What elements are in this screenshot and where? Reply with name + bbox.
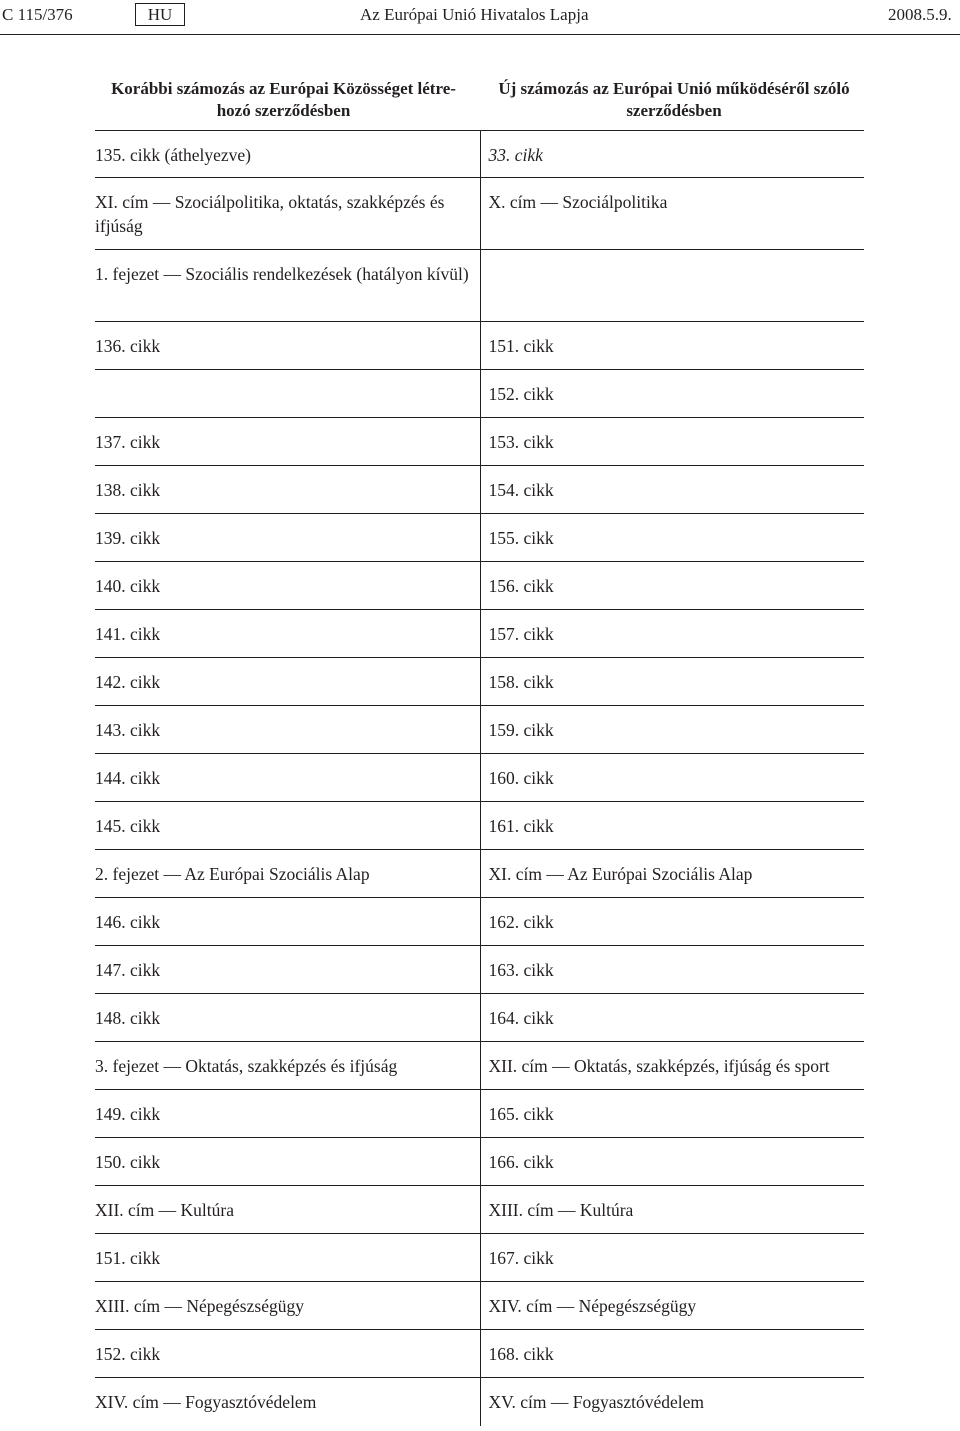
new-numbering-cell: XII. cím — Oktatás, szakképzés, ifjúság és sport <box>480 1042 864 1090</box>
old-numbering-cell: 146. cikk <box>95 898 480 946</box>
page-header <box>0 0 960 34</box>
table-row <box>95 994 864 1042</box>
table-row <box>95 610 864 658</box>
table-row <box>95 754 864 802</box>
table-row <box>95 178 864 250</box>
table-row <box>95 514 864 562</box>
new-numbering-cell: 165. cikk <box>480 1090 864 1138</box>
new-numbering-cell: 152. cikk <box>480 370 864 418</box>
old-numbering-cell <box>95 370 480 418</box>
column-header-old-numbering: Korábbi számozás az Európai Közösséget létre-hozó szerződésben <box>95 60 480 131</box>
language-badge: HU <box>135 3 185 26</box>
table-row <box>95 1090 864 1138</box>
new-numbering-cell: 158. cikk <box>480 658 864 706</box>
new-numbering-cell: XIII. cím — Kultúra <box>480 1186 864 1234</box>
old-numbering-cell: 148. cikk <box>95 994 480 1042</box>
concordance-table <box>95 60 864 1426</box>
table-row <box>95 1042 864 1090</box>
old-numbering-cell: 1. fejezet — Szociális rendelkezések (hatályon kívül) <box>95 250 480 322</box>
new-numbering-cell: 154. cikk <box>480 466 864 514</box>
table-row <box>95 466 864 514</box>
table-row <box>95 1138 864 1186</box>
new-numbering-cell: 168. cikk <box>480 1330 864 1378</box>
new-numbering-cell: XI. cím — Az Európai Szociális Alap <box>480 850 864 898</box>
old-numbering-cell: 145. cikk <box>95 802 480 850</box>
old-numbering-cell: 151. cikk <box>95 1234 480 1282</box>
table-row <box>95 802 864 850</box>
old-numbering-cell: 2. fejezet — Az Európai Szociális Alap <box>95 850 480 898</box>
table-row <box>95 562 864 610</box>
old-numbering-cell: 141. cikk <box>95 610 480 658</box>
old-numbering-cell: 135. cikk (áthelyezve) <box>95 131 480 178</box>
new-numbering-cell: 164. cikk <box>480 994 864 1042</box>
table-row <box>95 898 864 946</box>
old-numbering-cell: 140. cikk <box>95 562 480 610</box>
new-numbering-cell: 166. cikk <box>480 1138 864 1186</box>
old-numbering-cell: 144. cikk <box>95 754 480 802</box>
table-row <box>95 706 864 754</box>
header-divider <box>0 34 960 35</box>
journal-title: Az Európai Unió Hivatalos Lapja <box>360 5 589 24</box>
table-row <box>95 1282 864 1330</box>
old-numbering-cell: 149. cikk <box>95 1090 480 1138</box>
table-row <box>95 370 864 418</box>
new-numbering-cell: 151. cikk <box>480 322 864 370</box>
table-body <box>95 131 864 1426</box>
old-numbering-cell: 138. cikk <box>95 466 480 514</box>
old-numbering-cell: 136. cikk <box>95 322 480 370</box>
old-numbering-cell: 3. fejezet — Oktatás, szakképzés és ifjúság <box>95 1042 480 1090</box>
table-row <box>95 322 864 370</box>
old-numbering-cell: XI. cím — Szociálpolitika, oktatás, szakképzés és ifjúság <box>95 178 480 250</box>
page-reference: C 115/376 <box>2 5 73 24</box>
new-numbering-cell: 153. cikk <box>480 418 864 466</box>
column-header-new-numbering: Új számozás az Európai Unió működéséről szóló szerződésben <box>480 60 864 131</box>
new-numbering-cell: 162. cikk <box>480 898 864 946</box>
new-numbering-cell: 161. cikk <box>480 802 864 850</box>
old-numbering-cell: 137. cikk <box>95 418 480 466</box>
table-row <box>95 1234 864 1282</box>
new-numbering-cell: 167. cikk <box>480 1234 864 1282</box>
new-numbering-cell: 155. cikk <box>480 514 864 562</box>
old-numbering-cell: XIV. cím — Fogyasztóvédelem <box>95 1392 317 1412</box>
new-numbering-cell: 160. cikk <box>480 754 864 802</box>
old-numbering-cell: 143. cikk <box>95 706 480 754</box>
new-numbering-cell: 157. cikk <box>480 610 864 658</box>
table-row <box>95 131 864 178</box>
table-row <box>95 250 864 322</box>
new-numbering-cell: 163. cikk <box>480 946 864 994</box>
table-row <box>95 1330 864 1378</box>
old-numbering-cell: 152. cikk <box>95 1330 480 1378</box>
old-numbering-cell: 139. cikk <box>95 514 480 562</box>
old-numbering-cell: 142. cikk <box>95 658 480 706</box>
publication-date: 2008.5.9. <box>888 5 952 24</box>
old-numbering-cell: 150. cikk <box>95 1138 480 1186</box>
table-header-row <box>95 60 864 131</box>
table-row <box>95 946 864 994</box>
table-row <box>95 850 864 898</box>
table-row <box>95 418 864 466</box>
new-numbering-cell: X. cím — Szociálpolitika <box>480 178 864 250</box>
new-numbering-cell: 156. cikk <box>480 562 864 610</box>
old-numbering-cell: XII. cím — Kultúra <box>95 1186 480 1234</box>
new-numbering-cell: XV. cím — Fogyasztóvédelem <box>480 1378 864 1426</box>
new-numbering-cell: XIV. cím — Népegészségügy <box>480 1282 864 1330</box>
new-numbering-cell <box>480 250 864 322</box>
table-row <box>95 1378 864 1426</box>
table-row <box>95 658 864 706</box>
old-numbering-cell: 147. cikk <box>95 946 480 994</box>
table-row <box>95 1186 864 1234</box>
new-numbering-cell: 159. cikk <box>480 706 864 754</box>
new-numbering-cell: 33. cikk <box>480 131 864 178</box>
old-numbering-cell: XIII. cím — Népegészségügy <box>95 1282 480 1330</box>
